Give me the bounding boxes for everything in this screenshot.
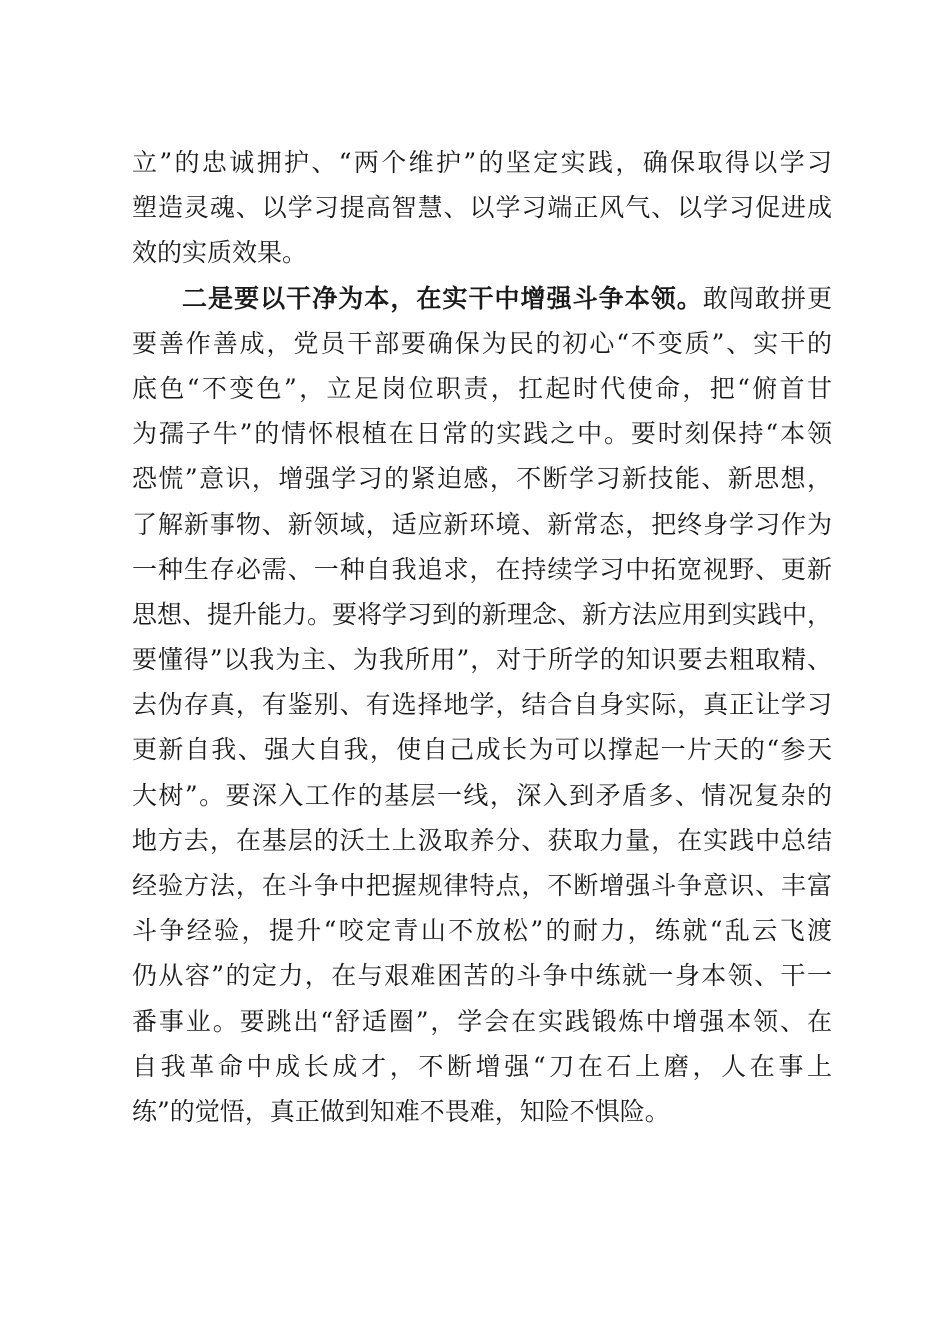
text-line: 练”的觉悟，真正做到知难不畏难，知险不惧险。 <box>132 1096 670 1126</box>
text-line: 斗争经验，提升“咬定青山不放松”的耐力，练就“乱云飞渡 <box>132 916 832 946</box>
text-line: 一种生存必需、一种自我追求，在持续学习中拓宽视野、更新 <box>132 554 832 584</box>
text-line: 思想、提升能力。要将学习到的新理念、新方法应用到实践中， <box>132 599 833 629</box>
text-line: 为孺子牛”的情怀根植在日常的实践之中。要时刻保持“本领 <box>132 419 832 449</box>
text-line: 地方去，在基层的沃土上汲取养分、获取力量，在实践中总结 <box>132 825 832 855</box>
text-line: 底色“不变色”，立足岗位职责，扛起时代使命，把“俯首甘 <box>132 373 832 403</box>
paragraph-lead-sentence: 二是要以干净为本，在实干中增强斗争本领。 <box>182 283 703 313</box>
text-line: 大树”。要深入工作的基层一线，深入到矛盾多、情况复杂的 <box>132 780 832 810</box>
paragraph-1 <box>132 140 832 276</box>
text-line: 效的实质效果。 <box>132 238 308 268</box>
text-line: 番事业。要跳出“舒适圈”，学会在实践锻炼中增强本领、在 <box>132 1006 832 1036</box>
paragraph-first-line-rest: 敢闯敢拼更 <box>702 283 832 313</box>
paragraph-first-line <box>132 276 832 321</box>
paragraph-2 <box>132 276 832 1135</box>
document-body <box>132 140 832 1134</box>
text-line: 仍从容”的定力，在与艰难困苦的斗争中练就一身本领、干一 <box>132 961 832 991</box>
text-line: 了解新事物、新领域，适应新环境、新常态，把终身学习作为 <box>132 509 832 539</box>
text-line: 去伪存真，有鉴别、有选择地学，结合自身实际，真正让学习 <box>132 690 832 720</box>
text-line: 塑造灵魂、以学习提高智慧、以学习端正风气、以学习促进成 <box>132 193 832 223</box>
text-line: 恐慌”意识，增强学习的紧迫感，不断学习新技能、新思想， <box>132 464 832 494</box>
text-line: 自我革命中成长成才，不断增强“刀在石上磨，人在事上 <box>132 1051 832 1081</box>
text-line: 要懂得”以我为主、为我所用”，对于所学的知识要去粗取精、 <box>132 645 832 675</box>
text-line: 要善作善成，党员干部要确保为民的初心“不变质”、实干的 <box>132 328 832 358</box>
text-line: 更新自我、强大自我，使自己成长为可以撑起一片天的“参天 <box>132 735 832 765</box>
text-line: 经验方法，在斗争中把握规律特点，不断增强斗争意识、丰富 <box>132 871 832 900</box>
text-line: 立”的忠诚拥护、“两个维护”的坚定实践，确保取得以学习 <box>132 148 832 177</box>
